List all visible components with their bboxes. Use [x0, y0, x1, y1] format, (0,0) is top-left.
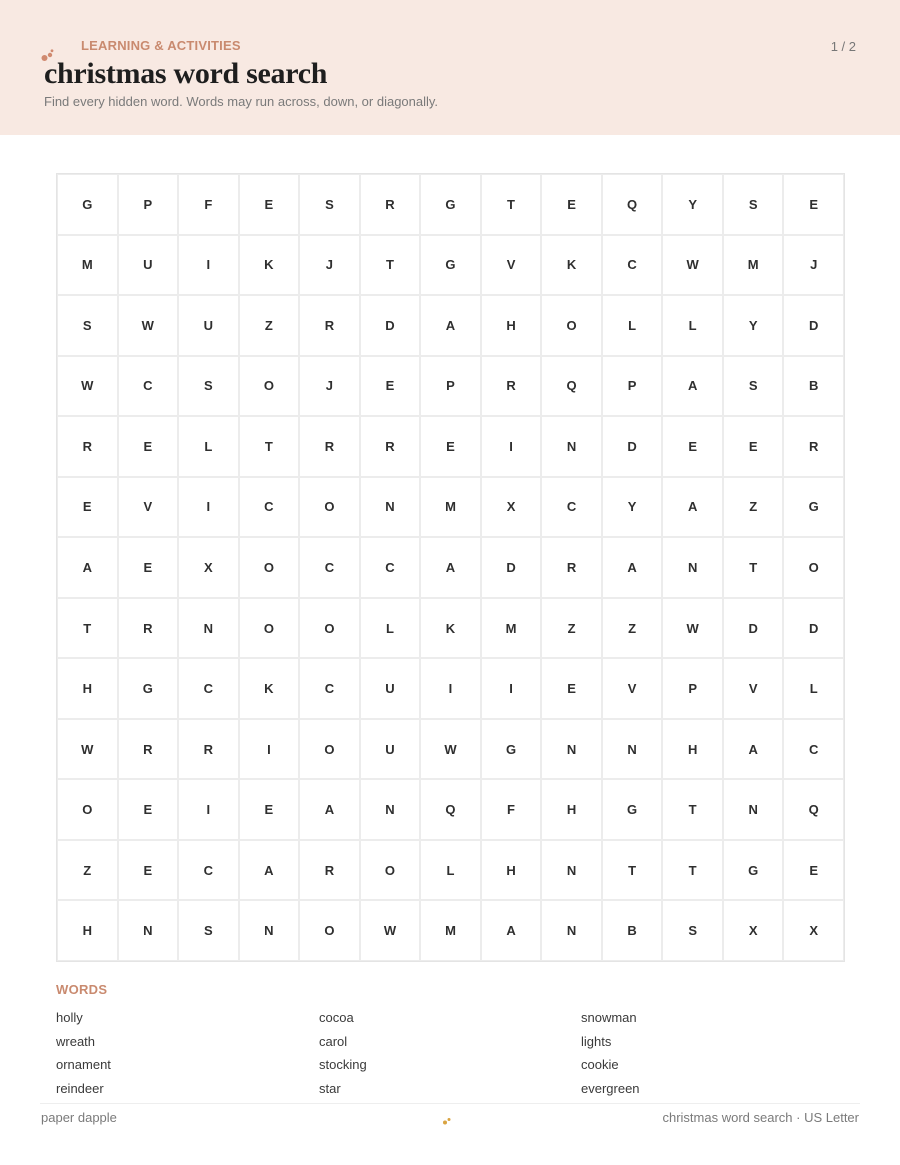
grid-cell: T [481, 174, 542, 235]
grid-cell: E [723, 416, 784, 477]
grid-cell: B [602, 900, 663, 961]
grid-cell: C [602, 235, 663, 296]
grid-cell: E [239, 174, 300, 235]
grid-cell: A [420, 295, 481, 356]
grid-cell: U [360, 658, 421, 719]
grid-cell: C [783, 719, 844, 780]
grid-cell: X [723, 900, 784, 961]
grid-cell: Q [783, 779, 844, 840]
grid-cell: R [299, 416, 360, 477]
grid-cell: H [57, 658, 118, 719]
grid-cell: E [662, 416, 723, 477]
word-column [56, 1010, 111, 1104]
grid-cell: G [420, 235, 481, 296]
grid-cell: Z [602, 598, 663, 659]
grid-cell: O [299, 477, 360, 538]
word-item: evergreen [581, 1080, 640, 1096]
grid-cell: D [602, 416, 663, 477]
grid-cell: T [602, 840, 663, 901]
grid-cell: H [481, 840, 542, 901]
grid-cell: A [481, 900, 542, 961]
grid-cell: D [783, 598, 844, 659]
grid-cell: S [662, 900, 723, 961]
grid-cell: Z [57, 840, 118, 901]
grid-cell: X [783, 900, 844, 961]
grid-cell: G [57, 174, 118, 235]
grid-cell: I [481, 416, 542, 477]
grid-cell: E [118, 416, 179, 477]
grid-cell: E [783, 840, 844, 901]
grid-cell: E [420, 416, 481, 477]
grid-cell: E [541, 658, 602, 719]
grid-cell: V [602, 658, 663, 719]
grid-cell: O [299, 598, 360, 659]
grid-cell: C [299, 537, 360, 598]
word-search-grid [56, 173, 845, 962]
grid-cell: M [481, 598, 542, 659]
grid-cell: G [723, 840, 784, 901]
grid-cell: E [118, 537, 179, 598]
grid-cell: Q [602, 174, 663, 235]
grid-cell: W [57, 719, 118, 780]
grid-cell: O [239, 356, 300, 417]
grid-cell: A [662, 477, 723, 538]
grid-cell: I [178, 235, 239, 296]
grid-cell: F [178, 174, 239, 235]
grid-cell: Y [602, 477, 663, 538]
word-item: reindeer [56, 1080, 104, 1096]
grid-cell: O [239, 598, 300, 659]
word-item: cocoa [319, 1010, 354, 1025]
grid-cell: S [723, 174, 784, 235]
grid-cell: K [239, 235, 300, 296]
word-column [319, 1010, 367, 1104]
grid-cell: A [57, 537, 118, 598]
grid-cell: G [481, 719, 542, 780]
grid-cell: E [541, 174, 602, 235]
grid-cell: N [541, 840, 602, 901]
page-title: christmas word search [44, 57, 328, 90]
grid-cell: U [360, 719, 421, 780]
grid-cell: U [118, 235, 179, 296]
category-label: LEARNING & ACTIVITIES [81, 38, 241, 53]
word-column [581, 1010, 640, 1104]
grid-cell: E [783, 174, 844, 235]
grid-cell: N [541, 416, 602, 477]
grid-cell: J [299, 356, 360, 417]
grid-cell: K [239, 658, 300, 719]
grid-cell: R [481, 356, 542, 417]
grid-cell: O [239, 537, 300, 598]
grid-cell: G [783, 477, 844, 538]
grid-cell: E [118, 840, 179, 901]
grid-cell: R [178, 719, 239, 780]
grid-cell: I [178, 779, 239, 840]
grid-cell: H [57, 900, 118, 961]
grid-cell: D [723, 598, 784, 659]
grid-cell: Z [239, 295, 300, 356]
footer-divider [40, 1103, 860, 1104]
grid-cell: I [178, 477, 239, 538]
grid-cell: A [602, 537, 663, 598]
grid-cell: T [662, 779, 723, 840]
grid-cell: M [420, 477, 481, 538]
grid-cell: J [783, 235, 844, 296]
grid-cell: L [360, 598, 421, 659]
word-item: wreath [56, 1033, 96, 1049]
grid-cell: C [239, 477, 300, 538]
grid-cell: C [178, 658, 239, 719]
grid-cell: R [118, 598, 179, 659]
grid-cell: L [420, 840, 481, 901]
grid-cell: V [118, 477, 179, 538]
word-item: holly [56, 1010, 83, 1025]
grid-cell: O [541, 295, 602, 356]
grid-cell: R [299, 295, 360, 356]
word-item: cookie [581, 1057, 619, 1073]
grid-cell: S [723, 356, 784, 417]
word-item: ornament [56, 1057, 111, 1073]
grid-cell: N [239, 900, 300, 961]
grid-cell: Z [723, 477, 784, 538]
grid-cell: T [360, 235, 421, 296]
grid-cell: M [723, 235, 784, 296]
grid-cell: N [662, 537, 723, 598]
grid-cell: L [178, 416, 239, 477]
grid-cell: K [541, 235, 602, 296]
grid-cell: H [541, 779, 602, 840]
grid-cell: L [783, 658, 844, 719]
words-heading: WORDS [56, 982, 108, 997]
grid-cell: N [118, 900, 179, 961]
grid-cell: N [541, 900, 602, 961]
grid-cell: D [481, 537, 542, 598]
grid-cell: W [662, 235, 723, 296]
grid-cell: S [178, 900, 239, 961]
footer-info: christmas word search · US Letter [662, 1110, 859, 1125]
grid-cell: S [299, 174, 360, 235]
grid-cell: T [662, 840, 723, 901]
grid-cell: N [723, 779, 784, 840]
grid-cell: W [57, 356, 118, 417]
grid-cell: P [118, 174, 179, 235]
grid-cell: H [662, 719, 723, 780]
grid-cell: S [178, 356, 239, 417]
grid-cell: R [360, 174, 421, 235]
grid-cell: A [420, 537, 481, 598]
page-subtitle: Find every hidden word. Words may run across, down, or diagonally. [44, 94, 439, 109]
grid-cell: P [662, 658, 723, 719]
grid-cell: X [481, 477, 542, 538]
grid-cell: Q [420, 779, 481, 840]
grid-cell: U [178, 295, 239, 356]
grid-cell: P [602, 356, 663, 417]
word-item: snowman [581, 1010, 637, 1025]
grid-cell: Y [723, 295, 784, 356]
grid-cell: C [118, 356, 179, 417]
word-item: stocking [319, 1057, 367, 1073]
grid-cell: C [541, 477, 602, 538]
grid-cell: M [420, 900, 481, 961]
grid-cell: J [299, 235, 360, 296]
grid-cell: G [420, 174, 481, 235]
grid-cell: D [360, 295, 421, 356]
grid-cell: D [783, 295, 844, 356]
grid-cell: R [541, 537, 602, 598]
grid-cell: C [178, 840, 239, 901]
grid-cell: Z [541, 598, 602, 659]
grid-cell: H [481, 295, 542, 356]
grid-cell: O [360, 840, 421, 901]
grid-cell: N [360, 477, 421, 538]
grid-cell: E [360, 356, 421, 417]
grid-cell: A [723, 719, 784, 780]
grid-cell: I [420, 658, 481, 719]
page-header [0, 0, 900, 135]
grid-cell: B [783, 356, 844, 417]
word-item: lights [581, 1033, 612, 1049]
grid-cell: E [239, 779, 300, 840]
grid-cell: N [602, 719, 663, 780]
word-item: carol [319, 1033, 348, 1049]
grid-cell: P [420, 356, 481, 417]
grid-cell: M [57, 235, 118, 296]
grid-cell: L [662, 295, 723, 356]
grid-cell: R [299, 840, 360, 901]
grid-cell: T [239, 416, 300, 477]
grid-cell: A [299, 779, 360, 840]
grid-cell: F [481, 779, 542, 840]
grid-cell: Q [541, 356, 602, 417]
grid-cell: R [783, 416, 844, 477]
grid-cell: S [57, 295, 118, 356]
grid-cell: I [239, 719, 300, 780]
page-number: 1 / 2 [830, 39, 856, 54]
word-item: star [319, 1080, 341, 1096]
grid-cell: I [481, 658, 542, 719]
grid-cell: G [118, 658, 179, 719]
grid-cell: A [239, 840, 300, 901]
grid-cell: E [118, 779, 179, 840]
grid-cell: N [360, 779, 421, 840]
grid-cell: C [360, 537, 421, 598]
grid-cell: N [178, 598, 239, 659]
grid-cell: W [662, 598, 723, 659]
grid-cell: X [178, 537, 239, 598]
grid-cell: L [602, 295, 663, 356]
grid-cell: O [783, 537, 844, 598]
grid-cell: Y [662, 174, 723, 235]
grid-cell: W [360, 900, 421, 961]
grid-cell: O [299, 900, 360, 961]
footer-brand: paper dapple [41, 1110, 117, 1125]
grid-cell: T [723, 537, 784, 598]
grid-cell: W [420, 719, 481, 780]
grid-cell: C [299, 658, 360, 719]
grid-cell: R [57, 416, 118, 477]
grid-cell: W [118, 295, 179, 356]
grid-cell: A [662, 356, 723, 417]
grid-cell: G [602, 779, 663, 840]
grid-cell: O [57, 779, 118, 840]
grid-cell: K [420, 598, 481, 659]
grid-cell: N [541, 719, 602, 780]
grid-cell: T [57, 598, 118, 659]
sparkle-mark-icon [442, 1116, 452, 1126]
grid-cell: O [299, 719, 360, 780]
grid-cell: E [57, 477, 118, 538]
grid-cell: R [118, 719, 179, 780]
grid-cell: V [481, 235, 542, 296]
grid-cell: R [360, 416, 421, 477]
grid-cell: V [723, 658, 784, 719]
